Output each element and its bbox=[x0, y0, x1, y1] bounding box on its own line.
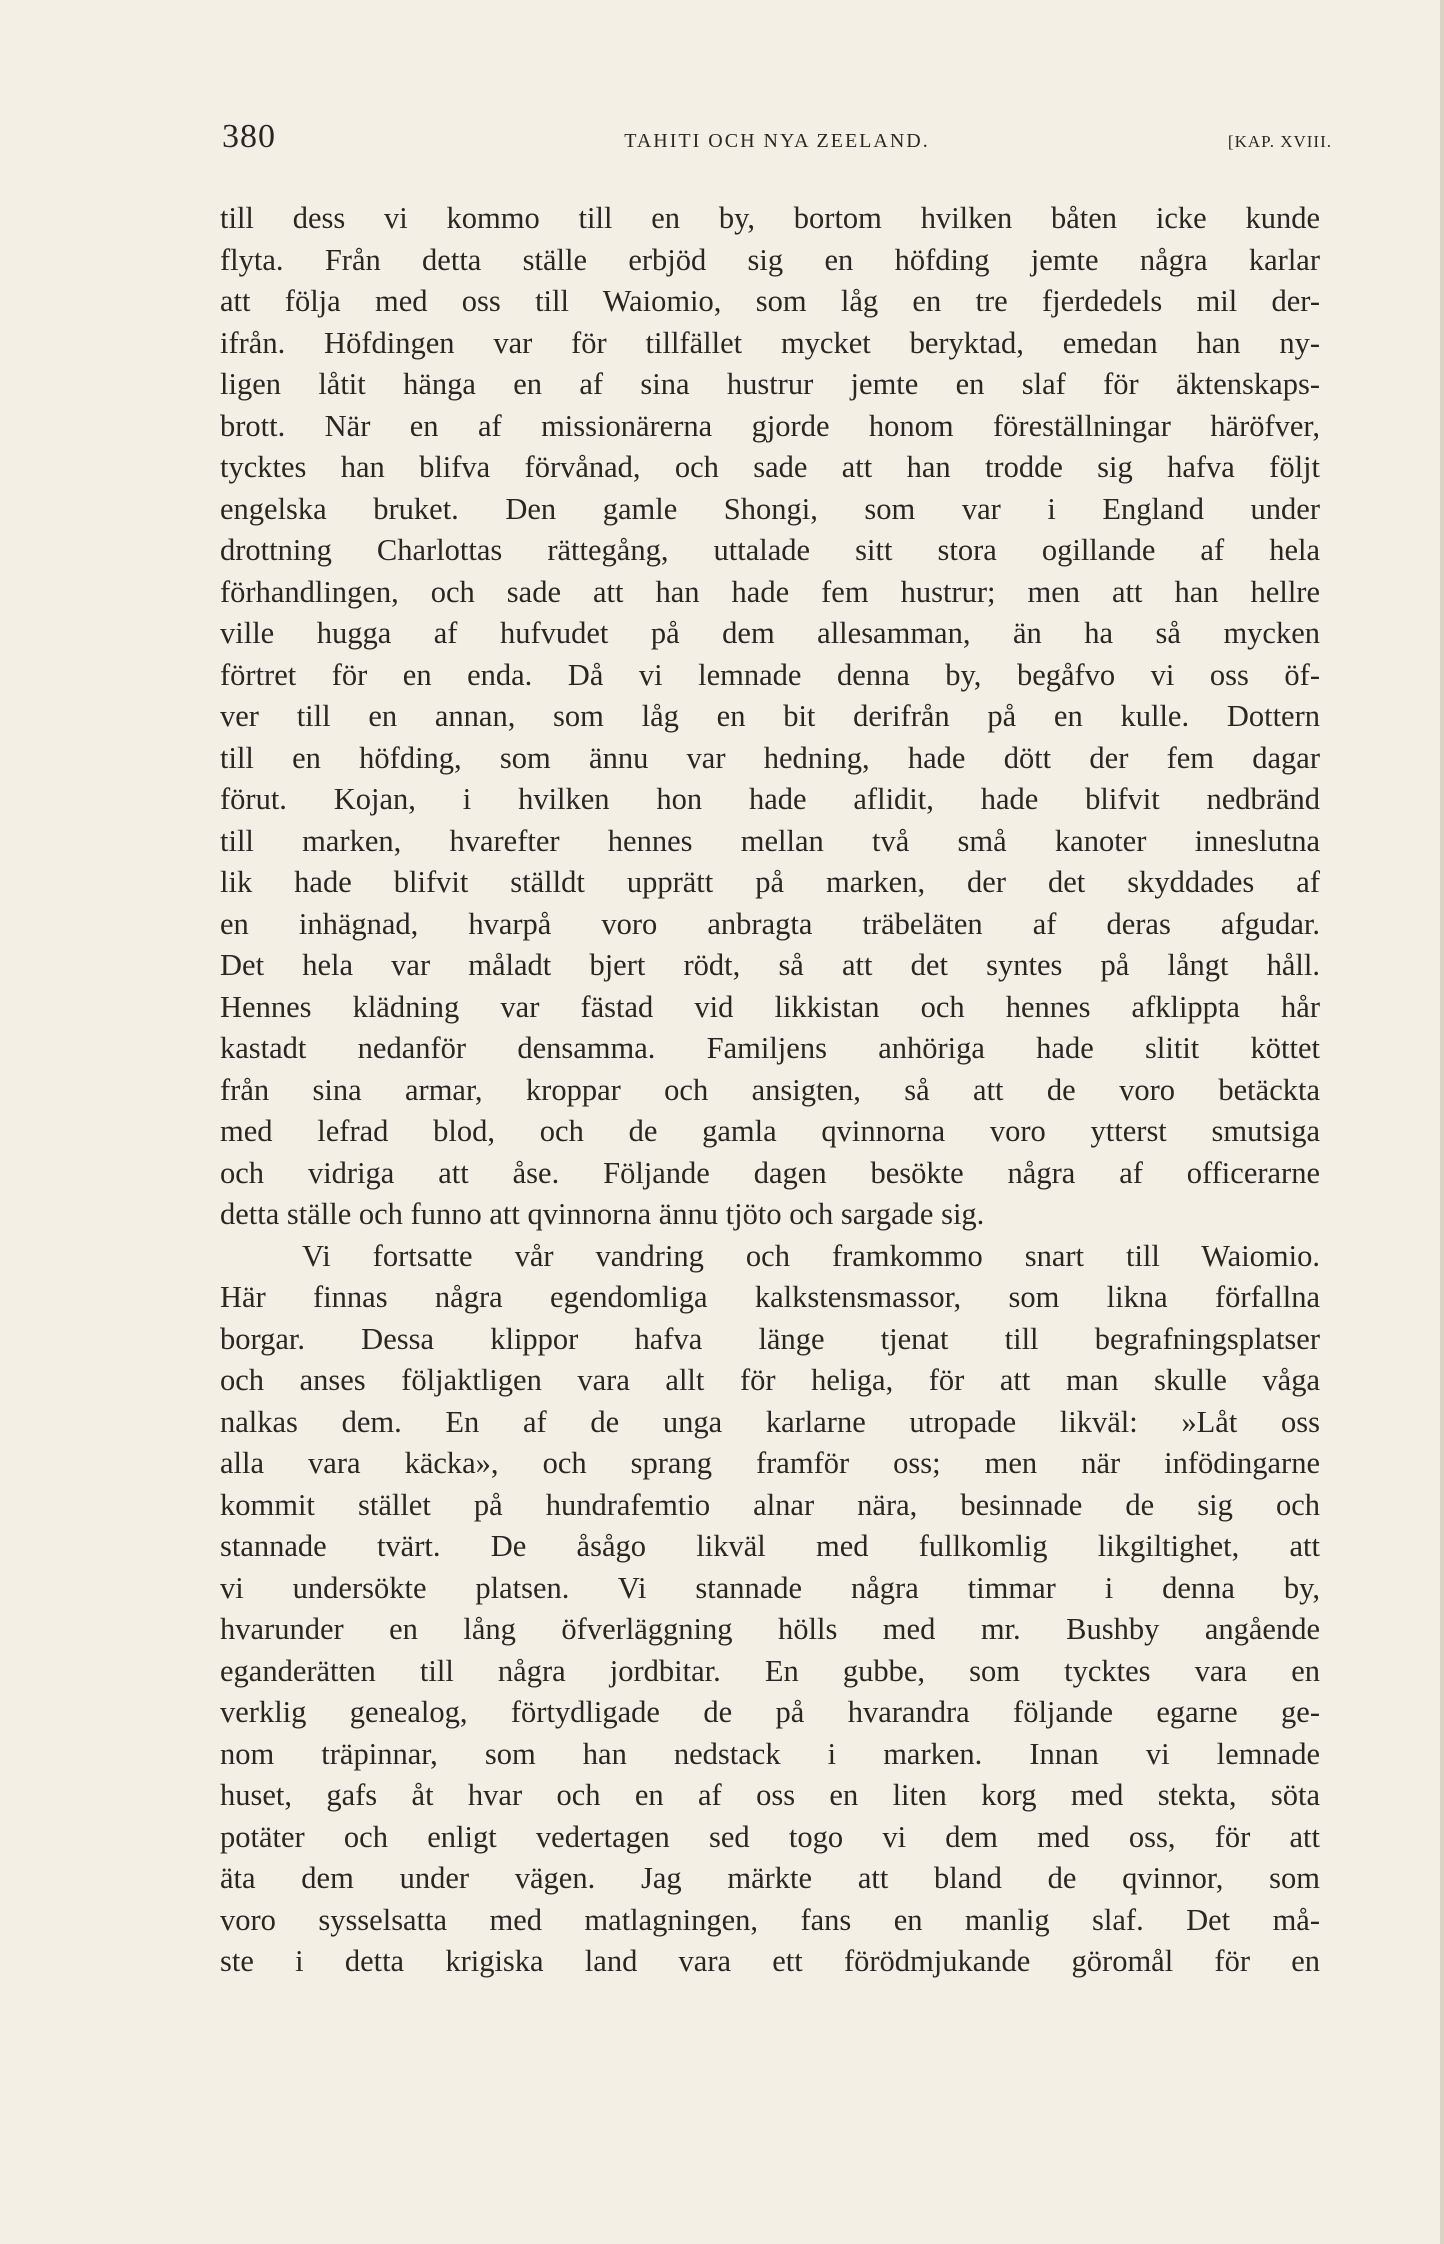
text-line: stannade tvärt. De åsågo likväl med fullkomlig likgiltighet, att bbox=[220, 1529, 1320, 1563]
text-line: nom träpinnar, som han nedstack i marken. Innan vi lemnade bbox=[220, 1736, 1320, 1771]
text-line: med lefrad blod, och de gamla qvinnorna voro ytterst smutsiga bbox=[220, 1114, 1320, 1148]
text-line: drottning Charlottas rättegång, uttalade sitt stora ogillande af hela bbox=[220, 533, 1320, 567]
text-line: huset, gafs åt hvar och en af oss en liten korg med stekta, söta bbox=[220, 1778, 1320, 1812]
chapter-reference: [KAP. XVIII. bbox=[1227, 132, 1332, 151]
text-line: engelska bruket. Den gamle Shongi, som var i England under bbox=[220, 491, 1320, 526]
text-line: till dess vi kommo till en by, bortom hvilken båten icke kunde bbox=[220, 201, 1320, 235]
text-line: voro sysselsatta med matlagningen, fans en manlig slaf. Det må- bbox=[220, 1902, 1320, 1937]
text-line: lik hade blifvit ställdt upprätt på marken, der det skyddades af bbox=[220, 865, 1320, 899]
text-line: ste i detta krigiska land vara ett förödmjukande göromål för en bbox=[220, 1944, 1320, 1978]
text-line: kommit stället på hundrafemtio alnar nära, besinnade de sig och bbox=[220, 1487, 1320, 1522]
text-line: tycktes han blifva förvånad, och sade att han trodde sig hafva följt bbox=[220, 450, 1320, 484]
text-line: Här finnas några egendomliga kalkstensmassor, som likna förfallna bbox=[220, 1280, 1320, 1314]
text-line: nalkas dem. En af de unga karlarne utropade likväl: »Låt oss bbox=[220, 1404, 1320, 1439]
text-line: vi undersökte platsen. Vi stannade några timmar i denna by, bbox=[220, 1570, 1320, 1605]
text-line: förut. Kojan, i hvilken hon hade aflidit, hade blifvit nedbränd bbox=[220, 782, 1320, 816]
text-line: Hennes klädning var fästad vid likkistan och hennes afklippta hår bbox=[220, 989, 1320, 1024]
text-line: ifrån. Höfdingen var för tillfället mycket beryktad, emedan han ny- bbox=[220, 325, 1320, 360]
text-line: och vidriga att åse. Följande dagen besökte några af officerarne bbox=[220, 1155, 1320, 1190]
text-line: hvarunder en lång öfverläggning hölls med mr. Bushby angående bbox=[220, 1612, 1320, 1646]
body-text bbox=[220, 198, 1320, 1983]
text-line: ver till en annan, som låg en bit derifrån på en kulle. Dottern bbox=[220, 699, 1320, 733]
text-line: till marken, hvarefter hennes mellan två små kanoter inneslutna bbox=[220, 823, 1320, 858]
text-line: kastadt nedanför densamma. Familjens anhöriga hade slitit köttet bbox=[220, 1031, 1320, 1065]
running-title: TAHITI OCH NYA ZEELAND. bbox=[624, 130, 930, 152]
text-line: borgar. Dessa klippor hafva länge tjenat till begrafningsplatser bbox=[220, 1321, 1320, 1356]
text-line: och anses följaktligen vara allt för heliga, för att man skulle våga bbox=[220, 1363, 1320, 1397]
page-number: 380 bbox=[222, 118, 276, 155]
text-line: från sina armar, kroppar och ansigten, så att de voro betäckta bbox=[220, 1072, 1320, 1107]
text-line: ville hugga af hufvudet på dem allesamman, än ha så mycken bbox=[220, 616, 1320, 650]
text-line: verklig genealog, förtydligade de på hvarandra följande egarne ge- bbox=[220, 1695, 1320, 1729]
text-line: förhandlingen, och sade att han hade fem hustrur; men att han hellre bbox=[220, 574, 1320, 609]
text-line: brott. När en af missionärerna gjorde honom föreställningar häröfver, bbox=[220, 408, 1320, 443]
running-header bbox=[222, 118, 1332, 168]
text-line: flyta. Från detta ställe erbjöd sig en höfding jemte några karlar bbox=[220, 242, 1320, 277]
text-line: en inhägnad, hvarpå voro anbragta träbeläten af deras afgudar. bbox=[220, 906, 1320, 941]
text-line: eganderätten till några jordbitar. En gubbe, som tycktes vara en bbox=[220, 1653, 1320, 1688]
text-line: förtret för en enda. Då vi lemnade denna by, begåfvo vi oss öf- bbox=[220, 657, 1320, 692]
paragraph-end-line: detta ställe och funno att qvinnorna ännu tjöto och sargade sig. bbox=[220, 1197, 985, 1231]
text-line: ligen låtit hänga en af sina hustrur jemte en slaf för äktenskaps- bbox=[220, 367, 1320, 401]
text-line: att följa med oss till Waiomio, som låg en tre fjerdedels mil der- bbox=[220, 284, 1320, 318]
page-edge bbox=[1440, 0, 1444, 2244]
text-line: Det hela var måladt bjert rödt, så att det syntes på långt håll. bbox=[220, 948, 1320, 982]
text-line: potäter och enligt vedertagen sed togo vi dem med oss, för att bbox=[220, 1819, 1320, 1854]
text-line: alla vara käcka», och sprang framför oss; men när infödingarne bbox=[220, 1446, 1320, 1480]
text-line: till en höfding, som ännu var hedning, hade dött der fem dagar bbox=[220, 740, 1320, 775]
text-line: äta dem under vägen. Jag märkte att bland de qvinnor, som bbox=[220, 1861, 1320, 1895]
paragraph-start-line: Vi fortsatte vår vandring och framkommo snart till Waiomio. bbox=[302, 1238, 1320, 1273]
